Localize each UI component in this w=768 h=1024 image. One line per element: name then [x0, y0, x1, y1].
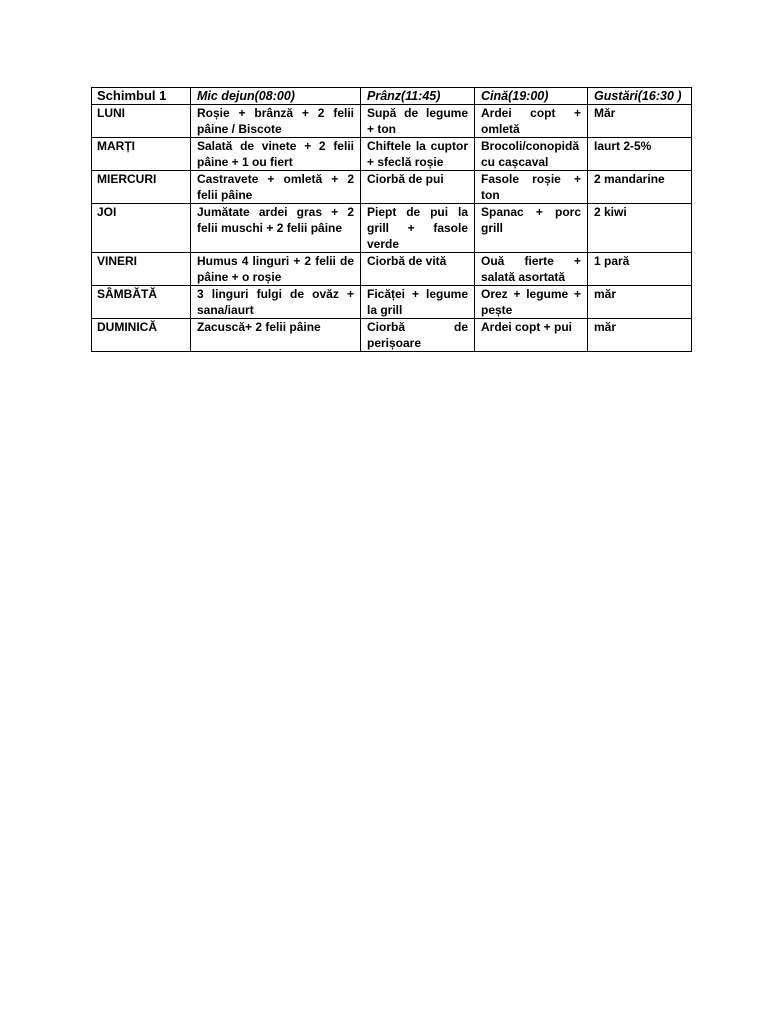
breakfast-cell: Roșie + brânză + 2 felii pâine / Biscote	[191, 105, 361, 138]
dinner-cell: Ouă fierte + salată asortată	[475, 253, 588, 286]
day-cell: VINERI	[92, 253, 191, 286]
lunch-cell: Supă de legume + ton	[361, 105, 475, 138]
snack-cell: 1 pară	[588, 253, 692, 286]
day-cell: JOI	[92, 204, 191, 253]
lunch-cell: Chiftele la cuptor + sfeclă roșie	[361, 138, 475, 171]
lunch-cell: Ciorbă de perișoare	[361, 319, 475, 352]
column-header-snacks: Gustări(16:30 )	[588, 88, 692, 105]
lunch-cell: Piept de pui la grill + fasole verde	[361, 204, 475, 253]
shift-label: Schimbul 1	[92, 88, 191, 105]
table-header-row	[92, 88, 692, 105]
meal-plan-table	[91, 87, 692, 352]
day-cell: MIERCURI	[92, 171, 191, 204]
snack-cell: 2 mandarine	[588, 171, 692, 204]
breakfast-cell: 3 linguri fulgi de ovăz + sana/iaurt	[191, 286, 361, 319]
snack-cell: Iaurt 2-5%	[588, 138, 692, 171]
snack-cell: măr	[588, 319, 692, 352]
breakfast-cell: Zacuscă+ 2 felii pâine	[191, 319, 361, 352]
day-cell: DUMINICĂ	[92, 319, 191, 352]
table-row	[92, 171, 692, 204]
table-row	[92, 138, 692, 171]
table-row	[92, 253, 692, 286]
dinner-cell: Fasole roșie + ton	[475, 171, 588, 204]
table-row	[92, 204, 692, 253]
table-row	[92, 286, 692, 319]
breakfast-cell: Salată de vinete + 2 felii pâine + 1 ou fiert	[191, 138, 361, 171]
lunch-cell: Ficăței + legume la grill	[361, 286, 475, 319]
lunch-cell: Ciorbă de pui	[361, 171, 475, 204]
lunch-cell: Ciorbă de vită	[361, 253, 475, 286]
dinner-cell: Ardei copt + pui	[475, 319, 588, 352]
day-cell: MARȚI	[92, 138, 191, 171]
column-header-lunch: Prânz(11:45)	[361, 88, 475, 105]
dinner-cell: Orez + legume + pește	[475, 286, 588, 319]
day-cell: LUNI	[92, 105, 191, 138]
snack-cell: măr	[588, 286, 692, 319]
snack-cell: 2 kiwi	[588, 204, 692, 253]
snack-cell: Măr	[588, 105, 692, 138]
dinner-cell: Spanac + porc grill	[475, 204, 588, 253]
table-row	[92, 319, 692, 352]
column-header-dinner: Cină(19:00)	[475, 88, 588, 105]
breakfast-cell: Castravete + omletă + 2 felii pâine	[191, 171, 361, 204]
dinner-cell: Ardei copt + omletă	[475, 105, 588, 138]
table-row	[92, 105, 692, 138]
breakfast-cell: Humus 4 linguri + 2 felii de pâine + o roșie	[191, 253, 361, 286]
dinner-cell: Brocoli/conopidă cu cașcaval	[475, 138, 588, 171]
day-cell: SÂMBĂTĂ	[92, 286, 191, 319]
breakfast-cell: Jumătate ardei gras + 2 felii muschi + 2 felii pâine	[191, 204, 361, 253]
column-header-breakfast: Mic dejun(08:00)	[191, 88, 361, 105]
